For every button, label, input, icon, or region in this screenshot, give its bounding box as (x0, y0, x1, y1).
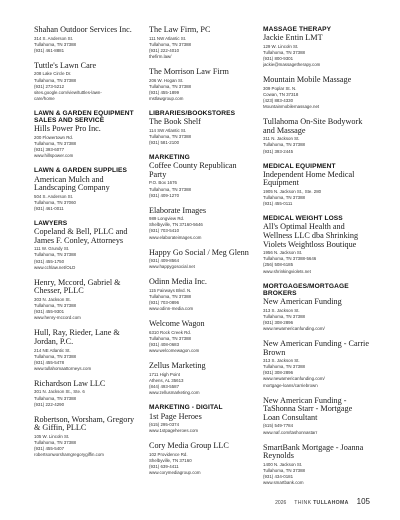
business-name: Zellus Marketing (149, 361, 206, 371)
footer-brand (294, 500, 348, 506)
website-text: www.newamericanfunding.com/ (263, 376, 325, 382)
listing-detail: 1711 High Point (149, 371, 180, 377)
business-listing (149, 278, 255, 312)
listing-detail: 206 W. Hogan St. (149, 77, 184, 83)
listing-detail: Tullahoma, TN 37388 (34, 252, 76, 258)
listing-detail: (931) 409-8564 (149, 258, 180, 264)
website-text: www.smartbank.com (263, 480, 304, 486)
listing-detail: Tullahoma, TN 37388 (149, 336, 191, 342)
listing-detail: (931) 455-1750 (34, 258, 65, 264)
listing-detail: Shelbyville, TN 37160-5646 (149, 222, 203, 228)
business-name: New American Funding - TaShonna Starr - Mortgage Loan Consultant (263, 395, 353, 422)
business-listing (263, 34, 369, 68)
business-name: Hills Power Pro Inc. (34, 124, 101, 134)
listing-detail: Tullahoma, TN 37388 (149, 133, 191, 139)
listing-detail: (931) 581-2100 (149, 139, 180, 145)
listing-detail: 989 Longview Rd. (149, 216, 185, 222)
listing-detail: (931) 308-2896 (263, 319, 294, 325)
listing-detail: Tullahoma, TN 37388 (149, 186, 191, 192)
listing-detail: Tullahoma, TN 37388 (263, 467, 305, 473)
category-heading: LAWN & GARDEN EQUIPMENT SALES AND SERVICE (34, 109, 134, 125)
footer-year: 2026 (275, 500, 287, 506)
business-name: New American Funding - Carrie Brown (263, 339, 369, 357)
business-listing (34, 26, 140, 54)
listing-detail: Tullahoma, TN 37388-5646 (263, 256, 317, 262)
website-text: www.1stpageheroes.com (149, 428, 199, 434)
business-name: Robertson, Worsham, Gregory & Giffin, PLLC (34, 414, 135, 433)
listing-detail: Tullahoma, TN 37388 (263, 195, 305, 201)
business-name: SmartBank Mortgage - Joanna Reynolds (263, 442, 364, 461)
listing-detail: 1400 N. Jackson St. (263, 461, 303, 467)
business-name: New American Funding (263, 297, 342, 307)
listing-detail: Tullahoma, TN 37388 (34, 440, 76, 446)
business-name: Tuttle's Lawn Care (34, 60, 97, 70)
business-listing (149, 413, 255, 435)
business-listing (263, 340, 369, 389)
listing-detail: 208 Lake Circle Dr. (34, 71, 72, 77)
business-name: All's Optimal Health and Wellness LLC dba Shrinking Violets Weightloss Boutique (263, 222, 359, 249)
listing-detail: Cowan, TN 37318 (263, 91, 299, 97)
listing-detail: 114 SW Atlantic St. (149, 127, 187, 133)
directory-column-2 (149, 26, 255, 484)
business-name: Henry, Mccord, Gabriel & Chesser, PLLC (34, 277, 121, 296)
listing-detail: (931) 800-9301 (263, 55, 294, 61)
page-number: 105 (356, 497, 370, 506)
listing-detail: P.O. Box 1676 (149, 180, 177, 186)
business-listing (263, 397, 369, 436)
listing-detail: (615) 549-7784 (263, 423, 294, 429)
listing-detail: 102 Providence Rd. (149, 451, 188, 457)
listing-detail: 214 NE Atlantic St. (34, 347, 71, 353)
listing-detail: Tullahoma, TN 37388 (149, 294, 191, 300)
business-listing (149, 162, 255, 198)
listing-detail: mortgage-loans/carriebrown (263, 382, 318, 388)
business-name: The Morrison Law Firm (149, 66, 229, 76)
business-name: Cory Media Group LLC (149, 441, 229, 451)
listing-detail: Tullahoma, TN 37388 (34, 395, 76, 401)
listing-detail: Tullahoma, TN 37388 (34, 41, 76, 47)
listing-detail: (931) 308-2896 (263, 370, 294, 376)
category-heading: MEDICAL EQUIPMENT (263, 162, 336, 170)
listing-detail: Tullahoma, TN 37388 (263, 364, 305, 370)
website-text: www.welcomewagon.com (149, 348, 200, 354)
business-listing (263, 76, 369, 110)
business-name: 1st Page Heroes (149, 411, 202, 421)
listing-detail: (931) 222-4290 (34, 401, 65, 407)
category-heading: MORTGAGES/MORTGAGE BROKERS (263, 282, 349, 297)
category-heading: LAWYERS (34, 219, 68, 227)
website-text: mstlawgroup.com (149, 95, 184, 101)
category-heading: MEDICAL WEIGHT LOSS (263, 215, 343, 223)
page-footer (275, 497, 370, 506)
business-listing (149, 207, 255, 241)
listing-detail: Athens, AL 35613 (149, 378, 184, 384)
business-listing (34, 62, 140, 102)
business-listing (149, 442, 255, 476)
listing-detail: Shelbyville, TN 37160 (149, 458, 192, 464)
listing-detail: (423) 883-4330 (263, 97, 294, 103)
website-text: www.shrinkingviolets.net (263, 268, 311, 274)
business-listing (149, 320, 255, 354)
listing-detail: Tullahoma, TN 37388 (34, 141, 76, 147)
website-text: thefirm.law/ (149, 53, 172, 59)
listing-detail: (931) 222-4010 (149, 47, 180, 53)
business-name: Copeland & Bell, PLLC and James F. Conley, Attorneys (34, 227, 128, 245)
listing-detail: Tullahoma, TN 37060 (34, 199, 76, 205)
listing-detail: 313 S. Jackson St. (263, 307, 300, 313)
listing-detail: 313 S. Jackson St. (263, 358, 300, 364)
business-name: Coffee County Republican Party (149, 161, 237, 179)
business-name: Welcome Wagon (149, 319, 205, 329)
business-listing (149, 26, 255, 60)
business-name: Jackie Entin LMT (263, 33, 323, 43)
directory-page (34, 26, 370, 492)
footer-brand-name: TULLAHOMA (313, 500, 349, 506)
directory-column-3 (263, 26, 369, 494)
business-name: Hull, Ray, Rieder, Lane & Jordan, P.C. (34, 328, 120, 346)
business-name: Happy Go Social / Meg Glenn (149, 247, 249, 257)
listing-detail: (931) 393-2445 (263, 148, 294, 154)
business-listing (263, 223, 369, 274)
listing-detail: (931) 273-5212 (34, 83, 65, 89)
listing-detail: 1905 N. Jackson St., Ste. 280 (263, 189, 322, 194)
listing-detail: (931) 461-8881 (34, 47, 65, 53)
listing-detail: (931) 455-1899 (149, 89, 180, 95)
business-listing (34, 279, 140, 322)
listing-detail: (256) 508-6185 (263, 262, 294, 268)
business-name: The Law Firm, PC (149, 25, 211, 34)
business-listing (34, 125, 140, 159)
listing-detail: 504 S. Anderson St. (34, 193, 74, 199)
website-text: www.happygosocial.net (149, 264, 195, 270)
business-name: Mountain Mobile Massage (263, 75, 352, 85)
listing-detail: (931) 455-5407 (34, 446, 65, 452)
website-text: www.odinn-media.com (149, 306, 194, 312)
listing-detail: 314 S. Anderson St. (34, 35, 74, 41)
listing-detail: 1956 N. Jackson St. (263, 250, 303, 256)
business-name: Elaborate Images (149, 205, 207, 215)
listing-detail: 129 W. Lincoln St. (263, 43, 299, 49)
footer-brand-prefix: THINK (294, 500, 312, 506)
website-text: jackie@massagetherapy.com (263, 62, 321, 68)
listing-detail: Tullahoma, TN 37388 (149, 83, 191, 89)
business-name: Independent Home Medical Equipment (263, 169, 355, 188)
business-name: Odinn Media Inc. (149, 277, 207, 287)
website-text: www.zellusmarketing.com (149, 390, 200, 396)
business-name: American Mulch and Landscaping Company (34, 174, 110, 193)
listing-detail: (931) 455-0111 (263, 201, 293, 207)
category-heading: LAWN & GARDEN SUPPLIES (34, 167, 128, 175)
business-listing (263, 171, 369, 207)
listing-detail: (931) 461-0011 (34, 205, 64, 211)
listing-detail: 111 NW Atlantic St. (149, 35, 187, 41)
listing-detail: 301 N. Jackson St., Ste. 6 (34, 389, 85, 395)
listing-detail: Tullahoma, TN 37388 (34, 303, 76, 309)
business-name: Richardson Law LLC (34, 378, 106, 388)
website-text: www.henry-mccord.com (34, 315, 81, 321)
business-listing (263, 444, 369, 487)
website-text: Mountainmobilemassage.net (263, 104, 320, 110)
listing-detail: Tullahoma, TN 37388 (34, 353, 76, 359)
category-heading: MASSAGE THERAPY (263, 26, 332, 33)
website-text: www.tullahomaattorneys.com (34, 365, 92, 371)
listing-detail: (931) 434-0181 (263, 474, 294, 480)
listing-detail: Tullahoma, TN 37388 (149, 41, 191, 47)
business-listing (149, 362, 255, 396)
website-text: www.hillspower.com (34, 153, 74, 159)
listing-detail: Tullahoma, TN 37388 (263, 49, 305, 55)
business-listing (34, 416, 140, 459)
listing-detail: care/home (34, 95, 55, 101)
website-text: www.elaborateimages.com (149, 234, 202, 240)
business-listing (149, 68, 255, 102)
listing-detail: 200 Flowertown Rd. (34, 134, 74, 140)
website-text: sites.google.com/view/tuttles-lawn- (34, 89, 102, 95)
business-listing (34, 329, 140, 372)
category-heading: MARKETING (149, 154, 190, 162)
business-listing (34, 228, 140, 271)
listing-detail: 303 N. Jackson St. (34, 296, 71, 302)
business-name: Shahan Outdoor Services Inc. (34, 25, 132, 34)
listing-detail: (931) 408-0683 (149, 342, 180, 348)
business-name: Tullahoma On-Site Bodywork and Massage (263, 117, 363, 135)
listing-detail: 115 Fairways Blvd. N. (149, 288, 192, 294)
website-text: www.naf.com/tashonnastarr (263, 429, 318, 435)
listing-detail: Tullahoma, TN 37388 (263, 313, 305, 319)
listing-detail: (931) 393-6077 (34, 147, 65, 153)
listing-detail: 311 N. Jackson St. (263, 136, 300, 142)
listing-detail: (931) 639-4411 (149, 464, 179, 470)
listing-detail: (931) 455-9301 (34, 309, 65, 315)
business-listing (263, 298, 369, 332)
website-text: www.corymediagroup.com (149, 470, 201, 476)
listing-detail: 6310 Rock Creek Rd. (149, 330, 191, 335)
business-listing (34, 380, 140, 408)
business-name: The Book Shelf (149, 117, 201, 127)
website-text: robertsonworshamgregorygiffin.com (34, 452, 104, 458)
listing-detail: Tullahoma, TN 37388 (263, 142, 305, 148)
listing-detail: (931) 409-1270 (149, 192, 180, 198)
listing-detail: 111 W. Grundy St. (34, 246, 70, 252)
listing-detail: 105 W. Lincoln St. (34, 433, 70, 439)
website-text: www.newamericanfunding.com/ (263, 325, 325, 331)
directory-column-1 (34, 26, 140, 466)
listing-detail: 309 Poplar St. N. (263, 85, 297, 91)
business-listing (34, 176, 140, 212)
listing-detail: (844) 493-5587 (149, 384, 180, 390)
business-listing (149, 249, 255, 271)
category-heading: LIBRARIES/BOOKSTORES (149, 109, 236, 117)
business-listing (263, 118, 369, 154)
website-text: www.cchlaw.net/OLD (34, 264, 76, 270)
listing-detail: (931) 455-5478 (34, 359, 65, 365)
listing-detail: Tullahoma, TN 37388 (34, 77, 76, 83)
listing-detail: (615) 295-0374 (149, 422, 180, 428)
listing-detail: (931) 703-5410 (149, 228, 180, 234)
business-listing (149, 118, 255, 146)
listing-detail: (931) 703-0896 (149, 300, 180, 306)
category-heading: MARKETING - DIGITAL (149, 404, 223, 412)
